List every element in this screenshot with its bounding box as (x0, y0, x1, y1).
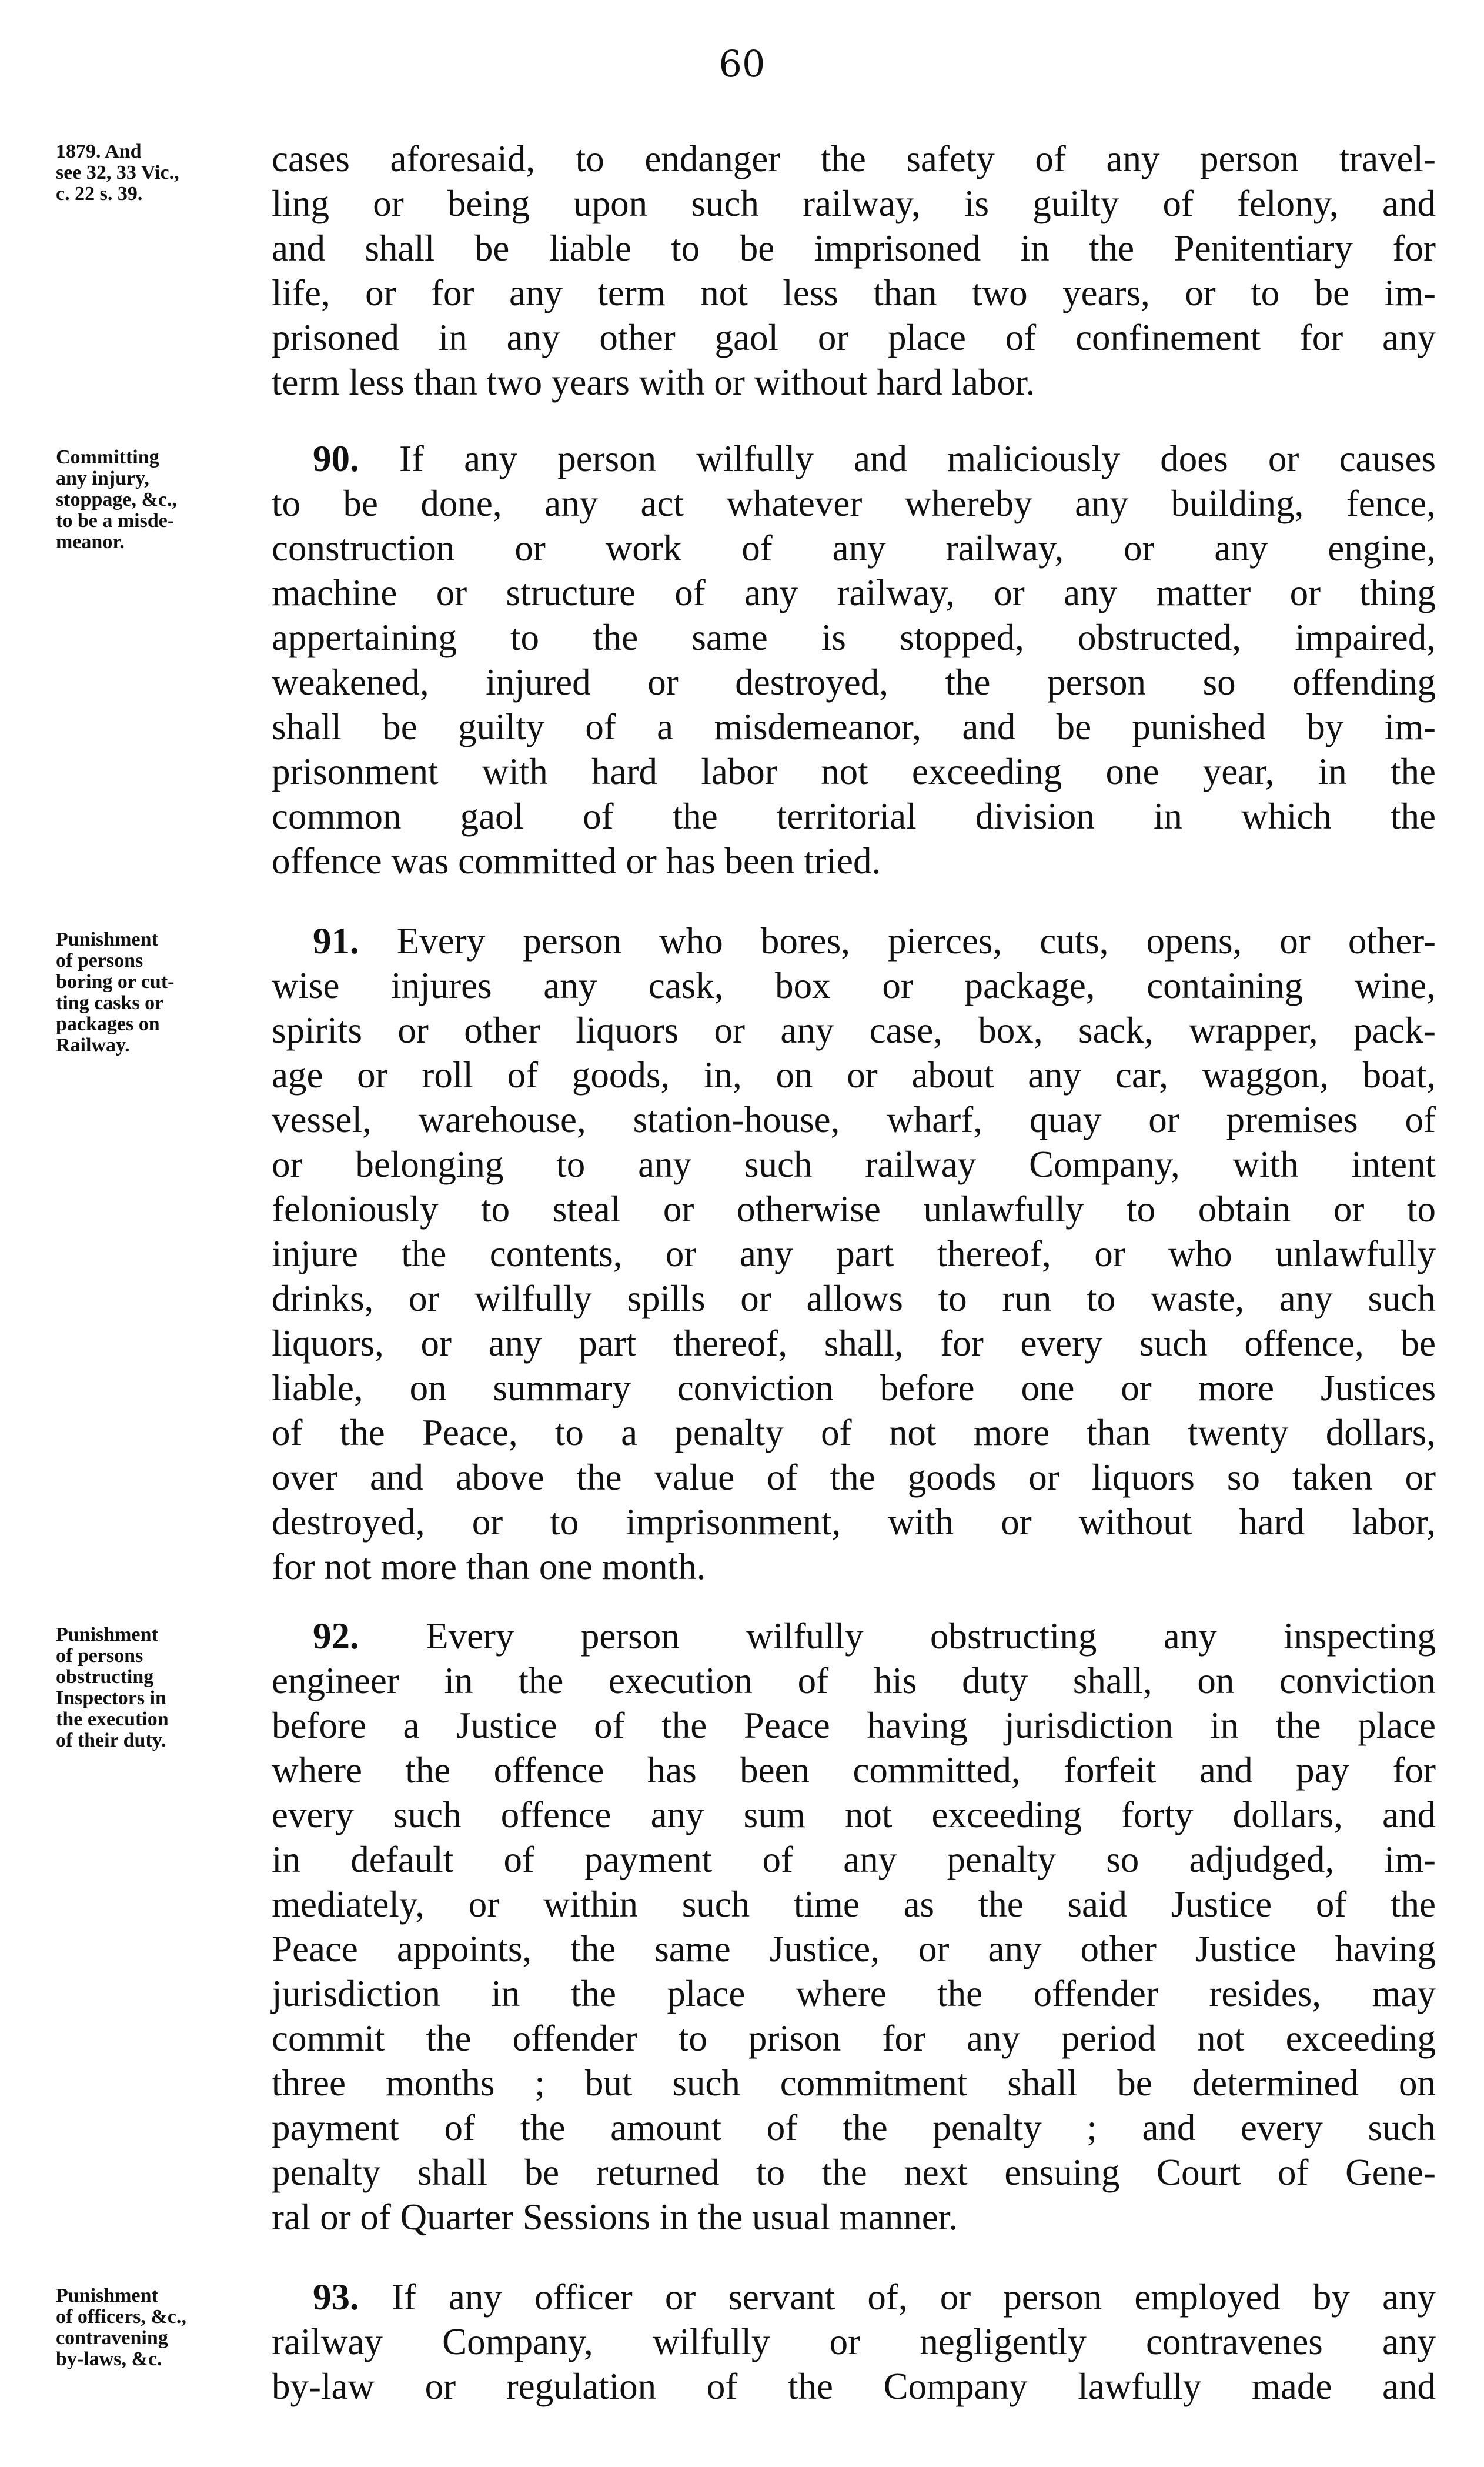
text-line: cases aforesaid, to endanger the safety of any person travel- (272, 138, 1436, 179)
margin-note-line: see 32, 33 Vic., (56, 162, 179, 183)
text-fragment: Every person who bores, pierces, cuts, opens, or other- (396, 920, 1436, 962)
text-line: every such offence any sum not exceeding forty dollars, and (272, 1794, 1436, 1835)
text-line: or belonging to any such railway Company, with intent (272, 1144, 1436, 1185)
text-line: commit the offender to prison for any period not exceeding (272, 2018, 1436, 2059)
margin-note (56, 929, 250, 1056)
text-line: life, or for any term not less than two years, or to be im- (272, 272, 1436, 313)
margin-note (56, 141, 250, 205)
text-line: liquors, or any part thereof, shall, for every such offence, be (272, 1323, 1436, 1364)
section-body (272, 2275, 1436, 2409)
margin-note-line: of their duty. (56, 1730, 166, 1751)
text-line: machine or structure of any railway, or any matter or thing (272, 572, 1436, 613)
text-line: payment of the amount of the penalty ; and every such (272, 2107, 1436, 2148)
text-line (272, 2275, 1436, 2319)
text-line: where the offence has been committed, forfeit and pay for (272, 1750, 1436, 1791)
text-line: over and above the value of the goods or liquors so taken or (272, 1457, 1436, 1498)
text-line: injure the contents, or any part thereof, or who unlawfully (272, 1233, 1436, 1274)
text-line: term less than two years with or without hard labor. (272, 362, 1035, 403)
margin-note-line: of persons (56, 950, 143, 972)
text-line (272, 919, 1436, 963)
text-fragment: Every person wilfully obstructing any inspecting (426, 1615, 1436, 1657)
text-fragment: If any person wilfully and maliciously does or causes (399, 438, 1436, 479)
text-line: prisoned in any other gaol or place of confinement for any (272, 317, 1436, 358)
text-line: and shall be liable to be imprisoned in the Penitentiary for (272, 228, 1436, 269)
text-line: offence was committed or has been tried. (272, 840, 881, 882)
text-line: ral or of Quarter Sessions in the usual manner. (272, 2196, 958, 2238)
text-line: ling or being upon such railway, is guilty of felony, and (272, 183, 1436, 224)
margin-note-line: any injury, (56, 468, 149, 489)
section-number: 93. (313, 2276, 359, 2318)
text-line (272, 1614, 1436, 1658)
margin-note-line: Railway. (56, 1034, 130, 1056)
section-number: 91. (313, 920, 359, 962)
margin-note-line: Inspectors in (56, 1687, 166, 1709)
text-line: weakened, injured or destroyed, the person so offending (272, 662, 1436, 703)
text-line: prisonment with hard labor not exceeding one year, in the (272, 751, 1436, 792)
text-line: jurisdiction in the place where the offender resides, may (272, 1973, 1436, 2014)
margin-note-line: packages on (56, 1013, 160, 1035)
margin-note-line: c. 22 s. 39. (56, 183, 143, 205)
margin-note (56, 447, 250, 553)
margin-note-line: Punishment (56, 2285, 158, 2306)
text-line: in default of payment of any penalty so adjudged, im- (272, 1839, 1436, 1880)
section-body (272, 136, 1436, 405)
margin-note-line: meanor. (56, 531, 125, 553)
text-line: engineer in the execution of his duty shall, on conviction (272, 1660, 1436, 1701)
text-line: to be done, any act whatever whereby any building, fence, (272, 483, 1436, 524)
section-number: 92. (313, 1615, 359, 1657)
text-line: wise injures any cask, box or package, containing wine, (272, 965, 1436, 1006)
margin-note-line: Committing (56, 446, 159, 468)
margin-note-line: Punishment (56, 1624, 158, 1645)
text-line: Peace appoints, the same Justice, or any other Justice having (272, 1928, 1436, 1969)
margin-note-line: of persons (56, 1645, 143, 1667)
text-line: railway Company, wilfully or negligently contravenes any (272, 2321, 1436, 2362)
text-line: drinks, or wilfully spills or allows to run to waste, any such (272, 1278, 1436, 1319)
margin-note (56, 1624, 250, 1751)
text-line: mediately, or within such time as the said Justice of the (272, 1884, 1436, 1925)
margin-note-line: of officers, &c., (56, 2306, 186, 2328)
text-line: before a Justice of the Peace having jurisdiction in the place (272, 1705, 1436, 1746)
section-body (272, 919, 1436, 1589)
text-line: penalty shall be returned to the next ensuing Court of Gene- (272, 2152, 1436, 2193)
margin-note-line: the execution (56, 1708, 169, 1730)
text-line: common gaol of the territorial division in which the (272, 796, 1436, 837)
section-body (272, 436, 1436, 883)
text-line: destroyed, or to imprisonment, with or without hard labor, (272, 1501, 1436, 1543)
page-number: 60 (718, 42, 766, 85)
margin-note-line: contravening (56, 2327, 168, 2349)
text-line: spirits or other liquors or any case, box, sack, wrapper, pack- (272, 1010, 1436, 1051)
margin-note-line: obstructing (56, 1666, 154, 1688)
margin-note-line: ting casks or (56, 992, 164, 1014)
margin-note-line: boring or cut- (56, 971, 175, 993)
text-line (272, 436, 1436, 481)
text-line: of the Peace, to a penalty of not more than twenty dollars, (272, 1412, 1436, 1453)
margin-note-line: stoppage, &c., (56, 489, 177, 510)
text-line: liable, on summary conviction before one or more Justices (272, 1367, 1436, 1408)
text-fragment: If any officer or servant of, or person employed by any (391, 2276, 1436, 2318)
margin-note-line: by-laws, &c. (56, 2348, 162, 2370)
text-line: feloniously to steal or otherwise unlawfully to obtain or to (272, 1189, 1436, 1230)
text-line: for not more than one month. (272, 1546, 706, 1587)
text-line: vessel, warehouse, station-house, wharf, quay or premises of (272, 1099, 1436, 1140)
margin-note-line: 1879. And (56, 141, 142, 162)
section-number: 90. (313, 438, 359, 479)
margin-note-line: Punishment (56, 929, 158, 950)
margin-note (56, 2285, 250, 2370)
text-line: by-law or regulation of the Company lawfully made and (272, 2366, 1436, 2407)
text-line: construction or work of any railway, or any engine, (272, 528, 1436, 569)
section-body (272, 1614, 1436, 2239)
text-line: three months ; but such commitment shall be determined on (272, 2062, 1436, 2104)
text-line: appertaining to the same is stopped, obstructed, impaired, (272, 617, 1436, 658)
margin-note-line: to be a misde- (56, 510, 175, 532)
text-line: age or roll of goods, in, on or about any car, waggon, boat, (272, 1054, 1436, 1096)
text-line: shall be guilty of a misdemeanor, and be punished by im- (272, 706, 1436, 747)
